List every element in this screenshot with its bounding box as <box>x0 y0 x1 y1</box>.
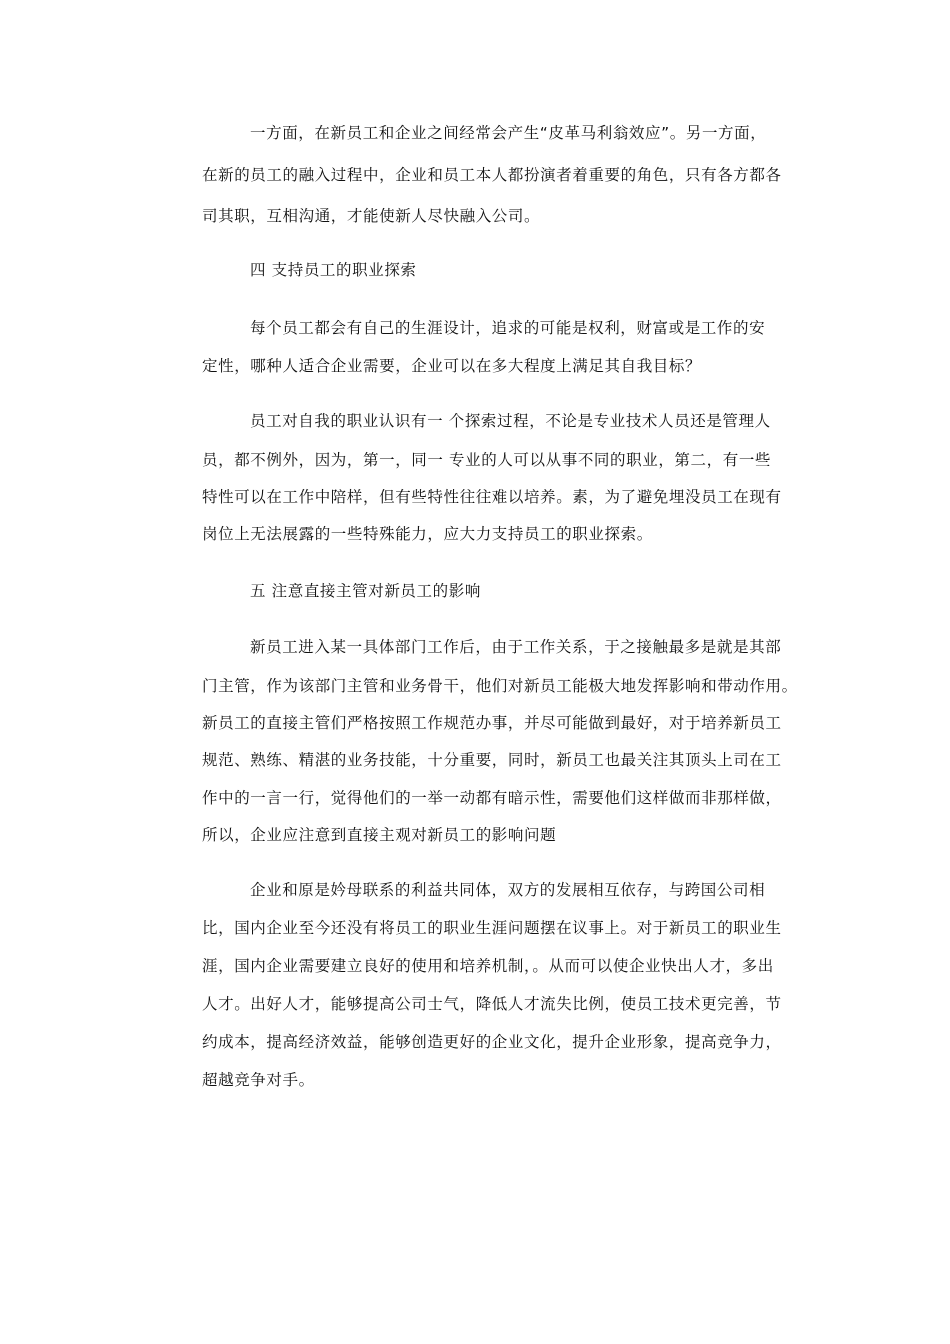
paragraph-line: 新员工的直接主管们严格按照工作规范办事，并尽可能做到最好，对于培养新员工 <box>202 714 782 732</box>
paragraph-line: 岗位上无法展露的一些特殊能力，应大力支持员工的职业探索。 <box>202 525 653 543</box>
section-heading: 四 支持员工的职业探索 <box>250 261 417 279</box>
paragraph-line: 超越竞争对手。 <box>202 1071 315 1089</box>
paragraph-line: 所以，企业应注意到直接主观对新员工的影响问题 <box>202 826 557 844</box>
paragraph-line: 新员工进入某一具体部门工作后，由于工作关系，于之接触最多是就是其部 <box>250 638 782 656</box>
paragraph-line: 一方面，在新员工和企业之间经常会产生“皮革马利翁效应”。另一方面， <box>250 124 767 142</box>
paragraph-line: 涯，国内企业需要建立良好的使用和培养机制，。从而可以使企业快出人才，多出 <box>202 957 774 975</box>
paragraph-line: 作中的一言一行，觉得他们的一举一动都有暗示性，需要他们这样做而非那样做， <box>202 789 782 807</box>
paragraph-line: 门主管，作为该部门主管和业务骨干，他们对新员工能极大地发挥影响和带动作用。 <box>202 677 798 695</box>
paragraph-line: 人才。出好人才，能够提高公司士气，降低人才流失比例，使员工技术更完善，节 <box>202 995 782 1013</box>
paragraph-line: 规范、熟练、精湛的业务技能，十分重要，同时，新员工也最关注其顶头上司在工 <box>202 751 782 769</box>
paragraph-line: 司其职，互相沟通，才能使新人尽快融入公司。 <box>202 207 541 225</box>
paragraph-line: 企业和原是妗母联系的利益共同体，双方的发展相互依存，与跨国公司相 <box>250 881 766 899</box>
paragraph-line: 每个员工都会有自己的生涯设计，追求的可能是权利，财富或是工作的安 <box>250 319 766 337</box>
paragraph-line: 员，都不例外，因为，第一，同一 专业的人可以从事不同的职业，第二，有一些 <box>202 451 772 469</box>
paragraph-line: 约成本，提高经济效益，能够创造更好的企业文化，提升企业形象，提高竞争力， <box>202 1033 782 1051</box>
paragraph-line: 比，国内企业至今还没有将员工的职业生涯问题摆在议事上。对于新员工的职业生 <box>202 919 782 937</box>
paragraph-line: 特性可以在工作中陪样，但有些特性往往难以培养。素，为了避免埋没员工在现有 <box>202 488 782 506</box>
section-heading: 五 注意直接主管对新员工的影响 <box>250 582 481 600</box>
paragraph-line: 定性，哪种人适合企业需要，企业可以在多大程度上满足其自我目标？ <box>202 357 702 375</box>
paragraph-line: 员工对自我的职业认识有一 个探索过程，不论是专业技术人员还是管理人 <box>250 412 771 430</box>
paragraph-line: 在新的员工的融入过程中，企业和员工本人都扮演者着重要的角色，只有各方都各 <box>202 166 782 184</box>
